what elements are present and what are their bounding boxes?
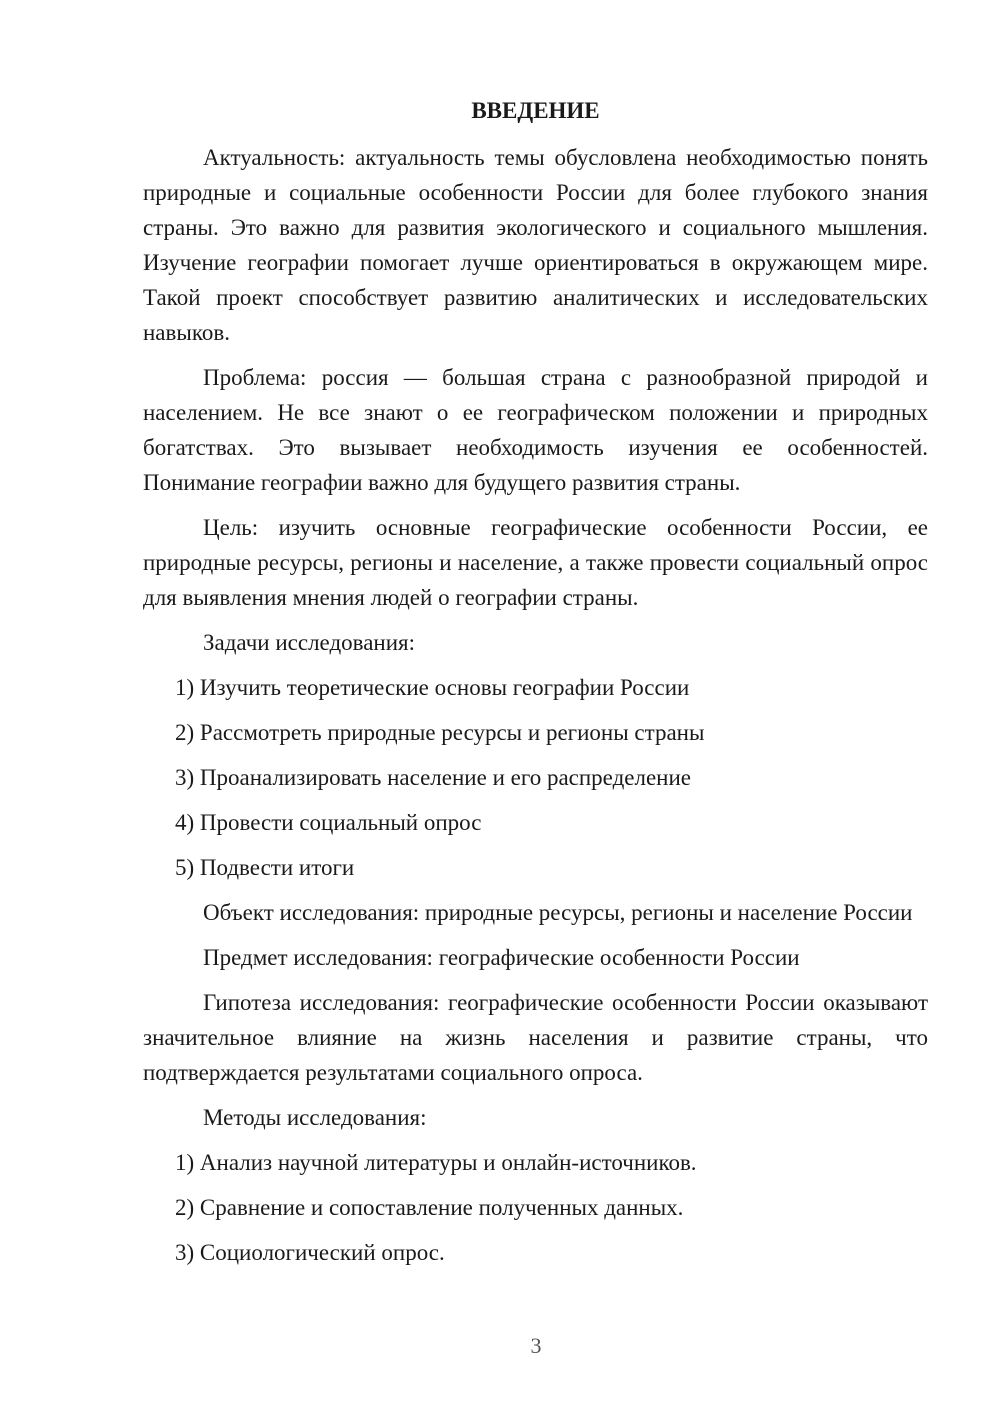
page-title: ВВЕДЕНИЕ: [471, 98, 600, 123]
list-item: 1) Анализ научной литературы и онлайн-источников.: [175, 1150, 697, 1175]
list-item: 5) Подвести итоги: [175, 855, 355, 880]
paragraph-subject: Предмет исследования: географические особенности России: [203, 945, 800, 970]
list-item: 1) Изучить теоретические основы географии России: [175, 675, 690, 700]
list-item: 2) Рассмотреть природные ресурсы и регионы страны: [175, 720, 705, 745]
paragraph-hypothesis: Гипотеза исследования: географические особенности России оказывают значительное влияние на жизнь населения и развитие страны, что подтверждается результатами социального опроса.: [143, 990, 928, 1085]
tasks-title: Задачи исследования:: [203, 630, 416, 655]
paragraph-object: Объект исследования: природные ресурсы, регионы и население России: [203, 900, 913, 925]
document-page: [143, 96, 928, 1280]
paragraph-relevance: Актуальность: актуальность темы обусловлена необходимостью понять природные и социальные особенности России для более глубокого знания страны. Это важно для развития экологического и социального мышления. Изучение географии помогает лучше ориентироваться в окружающем мире. Такой проект способствует развитию аналитических и исследовательских навыков.: [143, 145, 928, 345]
list-item: 2) Сравнение и сопоставление полученных данных.: [175, 1195, 684, 1220]
list-item: 3) Проанализировать население и его распределение: [175, 765, 691, 790]
page-number: 3: [530, 1333, 542, 1358]
list-item: 4) Провести социальный опрос: [175, 810, 482, 835]
paragraph-problem: Проблема: россия — большая страна с разнообразной природой и населением. Не все знают о ее географическом положении и природных богатствах. Это вызывает необходимость изучения ее особенностей. Понимание географии важно для будущего развития страны.: [143, 365, 928, 495]
paragraph-goal: Цель: изучить основные географические особенности России, ее природные ресурсы, регионы и население, а также провести социальный опрос для выявления мнения людей о географии страны.: [143, 515, 928, 610]
list-item: 3) Социологический опрос.: [175, 1240, 445, 1265]
methods-title: Методы исследования:: [203, 1105, 427, 1130]
